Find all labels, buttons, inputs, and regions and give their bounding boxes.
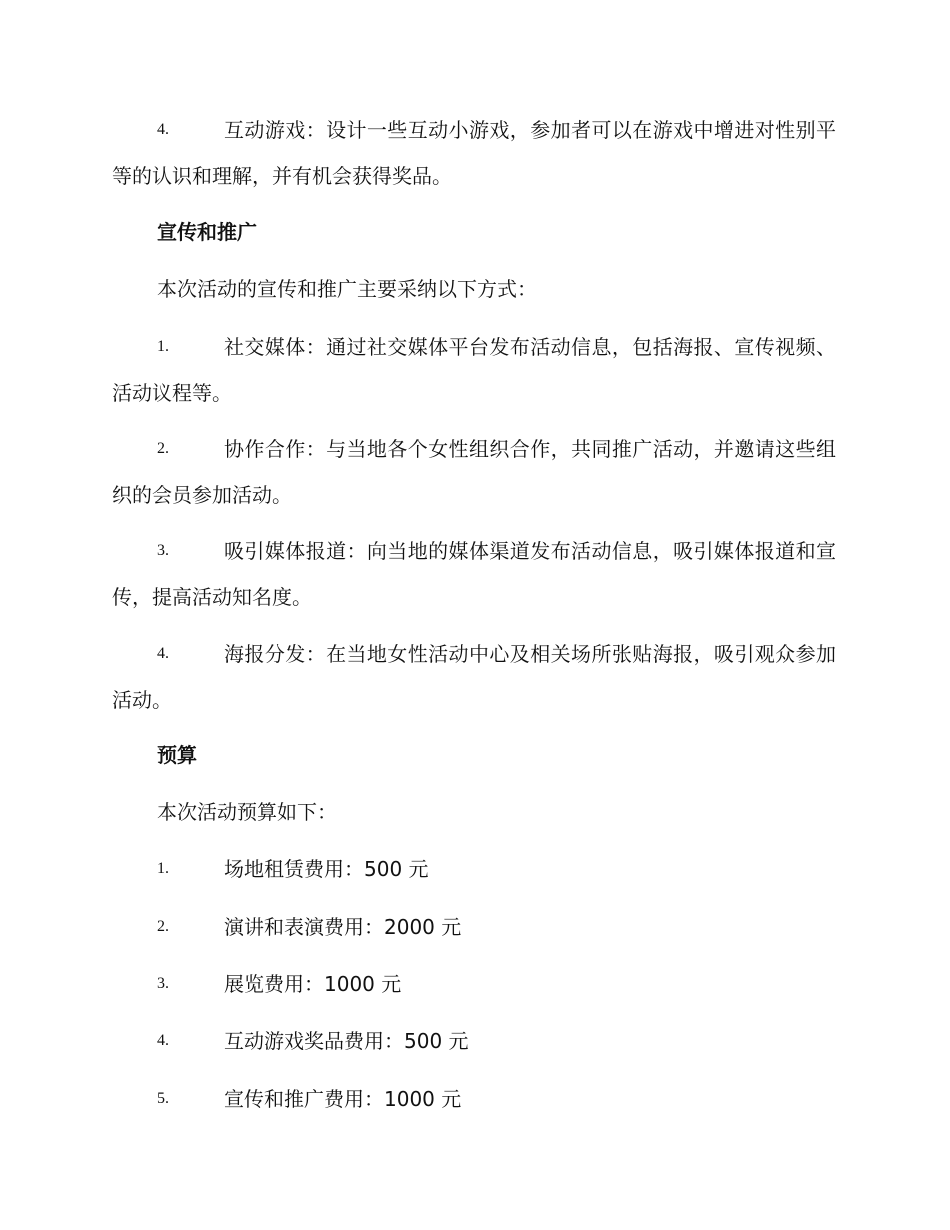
promotion-intro: 本次活动的宣传和推广主要采纳以下方式： [157,277,537,301]
budget-intro: 本次活动预算如下： [157,800,337,824]
list-item [112,324,836,416]
list-item-text: 社交媒体：通过社交媒体平台发布活动信息，包括海报、宣传视频、活动议程等。 [112,335,836,405]
list-item-text: 互动游戏奖品费用：500 元 [224,1029,469,1053]
list-item-number: 2. [157,440,169,457]
list-item [112,1076,836,1122]
list-item [112,1018,836,1064]
list-item [112,846,836,892]
list-item-text: 场地租赁费用：500 元 [224,857,429,881]
list-item [112,904,836,950]
list-item-number: 2. [157,918,169,935]
list-item-number: 3. [157,975,169,992]
section-heading-promotion: 宣传和推广 [157,220,257,244]
list-item-number: 1. [157,338,169,355]
list-item-number: 4. [157,121,169,138]
list-item-number: 5. [157,1090,169,1107]
list-item-text: 吸引媒体报道：向当地的媒体渠道发布活动信息，吸引媒体报道和宣传，提高活动知名度。 [112,539,836,609]
list-item [112,528,836,620]
list-item [112,426,836,518]
list-item-number: 1. [157,860,169,877]
list-item-number: 3. [157,542,169,559]
list-item-text: 互动游戏：设计一些互动小游戏，参加者可以在游戏中增进对性别平等的认识和理解，并有机会获得奖品。 [112,118,836,188]
list-item-number: 4. [157,645,169,662]
list-item-text: 演讲和表演费用：2000 元 [224,915,462,939]
list-item-number: 4. [157,1032,169,1049]
list-item-text: 宣传和推广费用：1000 元 [224,1087,462,1111]
list-item [112,631,836,723]
list-item-text: 海报分发：在当地女性活动中心及相关场所张贴海报，吸引观众参加活动。 [112,642,836,712]
section-heading-budget: 预算 [157,743,197,767]
list-item [112,107,836,199]
list-item [112,961,836,1007]
list-item-text: 协作合作：与当地各个女性组织合作，共同推广活动，并邀请这些组织的会员参加活动。 [112,437,836,507]
list-item-text: 展览费用：1000 元 [224,972,402,996]
